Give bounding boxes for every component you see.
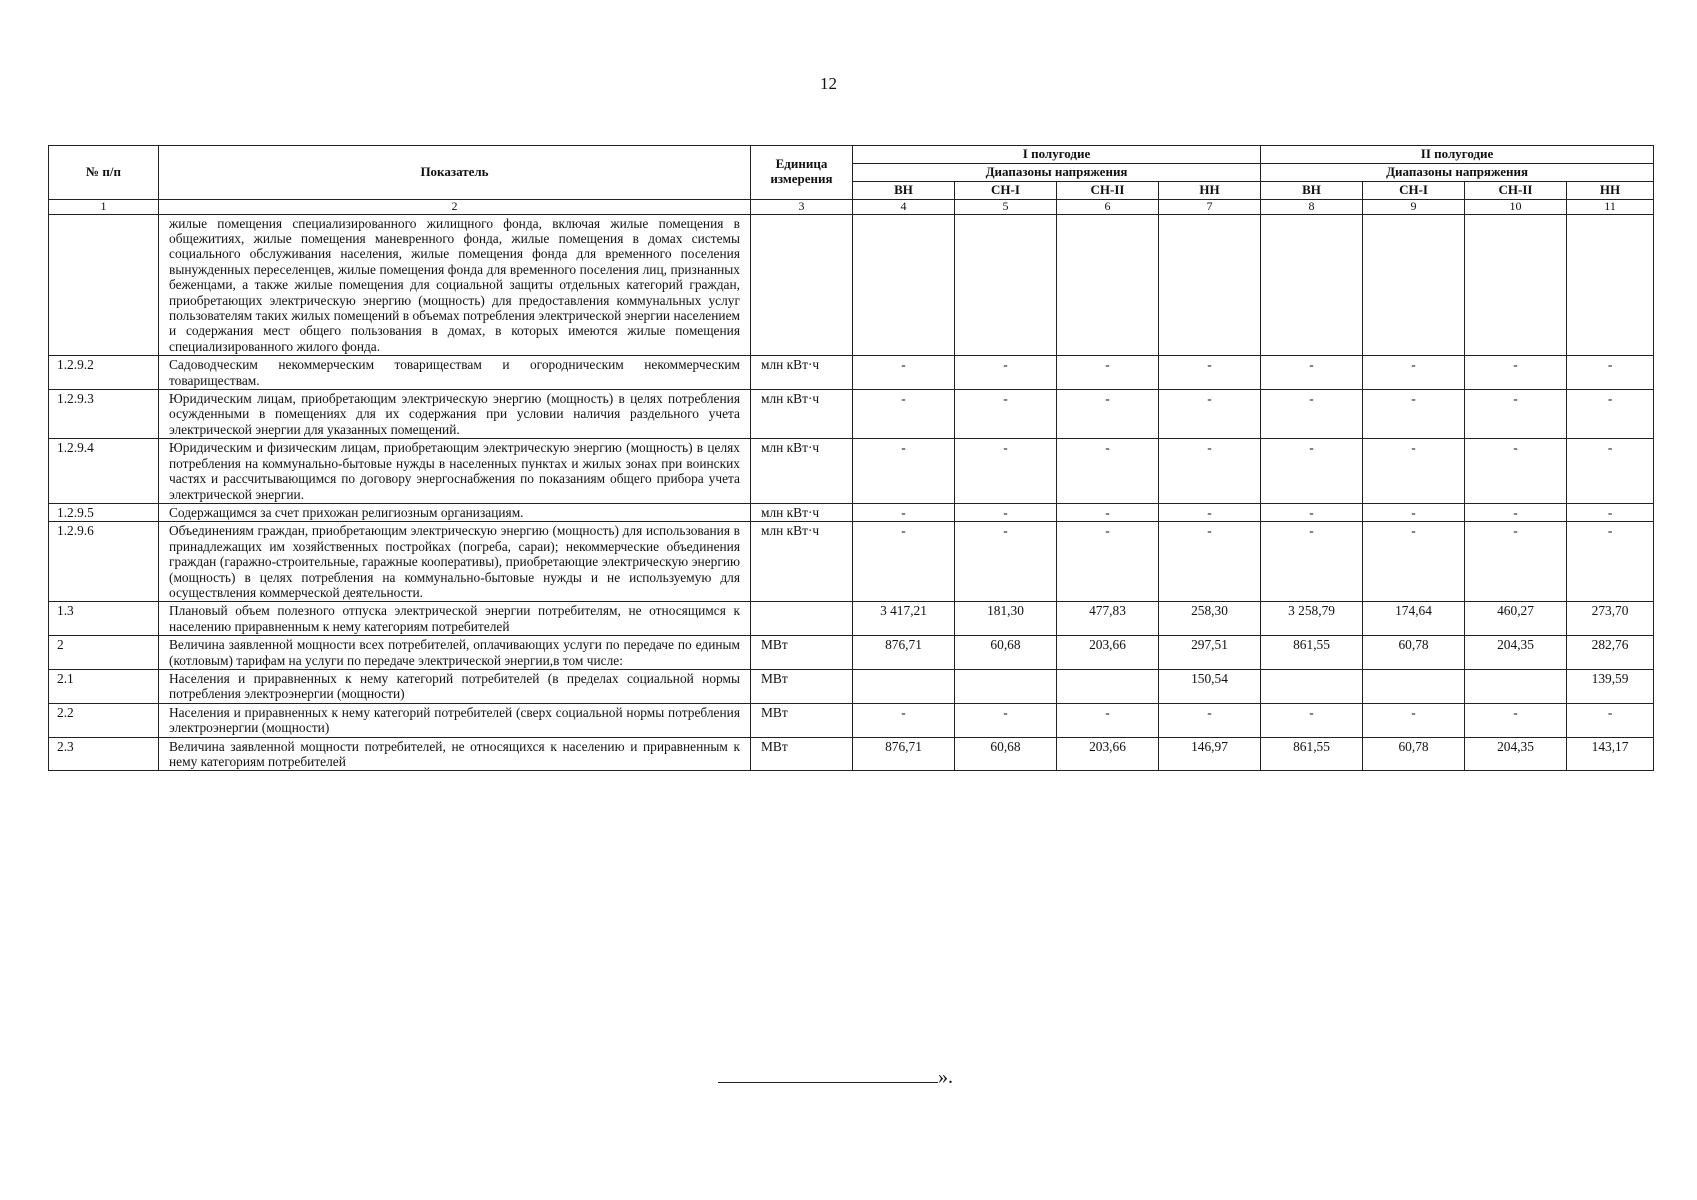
row-value — [1465, 669, 1567, 703]
table-row — [49, 439, 1654, 504]
row-value: - — [1567, 522, 1654, 602]
row-description: Объединениям граждан, приобретающим электрическую энергию (мощность) для использования в принадлежащих им хозяйственных постройках (погреба, сараи); некоммерческие объединения граждан (гаражно-строительные, гаражные кооперативы), приобретающие электрическую энергию (мощность) в целях потребления на коммунально-бытовые нужды и не используемую для осуществления коммерческой деятельности. — [159, 522, 751, 602]
table-row — [49, 669, 1654, 703]
row-value: 60,78 — [1363, 737, 1465, 771]
row-value: 477,83 — [1057, 602, 1159, 636]
header-level: НН — [1567, 181, 1654, 199]
row-value: - — [1363, 390, 1465, 439]
row-value: - — [853, 439, 955, 504]
row-unit: млн кВт·ч — [751, 390, 853, 439]
row-value: - — [955, 356, 1057, 390]
row-value: - — [1261, 522, 1363, 602]
row-value: 174,64 — [1363, 602, 1465, 636]
header-voltage-ranges-2: Диапазоны напряжения — [1261, 163, 1654, 181]
tariff-table — [48, 145, 1654, 771]
row-unit: млн кВт·ч — [751, 503, 853, 521]
row-value: - — [1159, 522, 1261, 602]
row-value: - — [1159, 390, 1261, 439]
row-value — [955, 669, 1057, 703]
closing-mark — [718, 1066, 953, 1089]
row-description: Юридическим и физическим лицам, приобретающим электрическую энергию (мощность) в целях потребления на коммунально-бытовые нужды в населенных пунктах и жилых зонах при воинских частях и рассчитывающимся по договору энергоснабжения по показаниям общего прибора учета электрической энергии. — [159, 439, 751, 504]
row-value: - — [1057, 390, 1159, 439]
row-number: 1.3 — [49, 602, 159, 636]
table-row — [49, 602, 1654, 636]
column-number: 5 — [955, 199, 1057, 214]
row-unit — [751, 602, 853, 636]
table-row — [49, 503, 1654, 521]
row-value: - — [853, 703, 955, 737]
row-value: - — [1159, 503, 1261, 521]
row-value: - — [955, 503, 1057, 521]
row-value: - — [1465, 522, 1567, 602]
row-description: Величина заявленной мощности всех потребителей, оплачивающих услуги по передаче по единым (котловым) тарифам на услуги по передаче электрической энергии,в том числе: — [159, 636, 751, 670]
closing-quote: ». — [938, 1066, 953, 1088]
row-value: 876,71 — [853, 636, 955, 670]
row-value: - — [955, 522, 1057, 602]
row-value: 146,97 — [1159, 737, 1261, 771]
row-value — [1057, 669, 1159, 703]
row-value — [955, 214, 1057, 356]
row-value: - — [1159, 356, 1261, 390]
page-number: 12 — [820, 74, 837, 93]
table-row — [49, 522, 1654, 602]
row-value: - — [955, 703, 1057, 737]
row-unit: млн кВт·ч — [751, 522, 853, 602]
row-value: 60,78 — [1363, 636, 1465, 670]
row-value: - — [853, 503, 955, 521]
header-level: ВН — [1261, 181, 1363, 199]
row-value: - — [955, 439, 1057, 504]
row-value: - — [1567, 503, 1654, 521]
header-unit: Единица измерения — [751, 146, 853, 200]
row-description: Плановый объем полезного отпуска электрической энергии потребителям, не относящимся к населению приравненным к нему категориям потребителей — [159, 602, 751, 636]
table-row — [49, 214, 1654, 356]
row-value: - — [853, 356, 955, 390]
row-value: - — [1465, 503, 1567, 521]
row-value: - — [1159, 439, 1261, 504]
column-number: 3 — [751, 199, 853, 214]
row-value — [1465, 214, 1567, 356]
row-value: - — [1567, 356, 1654, 390]
row-value: 203,66 — [1057, 636, 1159, 670]
row-value: 139,59 — [1567, 669, 1654, 703]
row-description: жилые помещения специализированного жилищного фонда, включая жилые помещения в общежитиях, жилые помещения маневренного фонда, жилые помещения в домах системы социального обслуживания населения, жилые помещения фонда для временного поселения вынужденных переселенцев, жилые помещения фонда для временного поселения лиц, признанных беженцами, а также жилые помещения для социальной защиты отдельных категорий граждан, приобретающих электрическую энергию (мощность) для предоставления коммунальных услуг пользователям таких жилых помещений в объемах потребления электрической энергии населением и содержания мест общего пользования в домах, в которых имеются жилые помещения специализированного жилого фонда. — [159, 214, 751, 356]
row-value: - — [1465, 356, 1567, 390]
row-value: 861,55 — [1261, 636, 1363, 670]
row-value: 460,27 — [1465, 602, 1567, 636]
row-value: 143,17 — [1567, 737, 1654, 771]
row-value: - — [1567, 703, 1654, 737]
header-indicator: Показатель — [159, 146, 751, 200]
row-value — [1261, 669, 1363, 703]
row-value: - — [1261, 703, 1363, 737]
row-value: - — [1465, 439, 1567, 504]
table-row — [49, 737, 1654, 771]
row-number: 2.3 — [49, 737, 159, 771]
row-value: - — [1159, 703, 1261, 737]
row-value — [853, 669, 955, 703]
row-unit: МВт — [751, 737, 853, 771]
row-value: 297,51 — [1159, 636, 1261, 670]
column-number: 1 — [49, 199, 159, 214]
row-value: - — [1261, 503, 1363, 521]
row-value: 3 258,79 — [1261, 602, 1363, 636]
row-value: - — [1057, 356, 1159, 390]
header-half2: II полугодие — [1261, 146, 1654, 164]
row-number: 2 — [49, 636, 159, 670]
row-value: - — [1057, 703, 1159, 737]
row-value: - — [853, 522, 955, 602]
row-description: Величина заявленной мощности потребителей, не относящихся к населению и приравненным к нему категориям потребителей — [159, 737, 751, 771]
header-level: ВН — [853, 181, 955, 199]
row-number: 1.2.9.6 — [49, 522, 159, 602]
row-value: 60,68 — [955, 636, 1057, 670]
row-value: - — [1057, 503, 1159, 521]
row-value: - — [1363, 503, 1465, 521]
row-unit: МВт — [751, 703, 853, 737]
column-number: 9 — [1363, 199, 1465, 214]
row-value: - — [955, 390, 1057, 439]
row-value: - — [1057, 439, 1159, 504]
row-description: Садоводческим некоммерческим товариществам и огородническим некоммерческим товариществам. — [159, 356, 751, 390]
column-number: 10 — [1465, 199, 1567, 214]
row-value — [853, 214, 955, 356]
row-value: - — [1567, 390, 1654, 439]
row-value — [1363, 214, 1465, 356]
row-value: 861,55 — [1261, 737, 1363, 771]
row-unit: МВт — [751, 669, 853, 703]
row-value: - — [1261, 390, 1363, 439]
row-description: Населения и приравненных к нему категорий потребителей (сверх социальной нормы потребления электроэнергии (мощности) — [159, 703, 751, 737]
row-value: 181,30 — [955, 602, 1057, 636]
row-description: Юридическим лицам, приобретающим электрическую энергию (мощность) в целях потребления осужденными в помещениях для их содержания при условии наличия раздельного учета электрической энергии для указанных помещений. — [159, 390, 751, 439]
row-value: - — [1057, 522, 1159, 602]
row-value: - — [1567, 439, 1654, 504]
row-value: - — [1363, 356, 1465, 390]
row-value: - — [853, 390, 955, 439]
row-value: 204,35 — [1465, 737, 1567, 771]
row-value: 150,54 — [1159, 669, 1261, 703]
column-number: 7 — [1159, 199, 1261, 214]
table-row — [49, 356, 1654, 390]
column-number: 8 — [1261, 199, 1363, 214]
header-level: СН-I — [1363, 181, 1465, 199]
row-unit: млн кВт·ч — [751, 356, 853, 390]
row-value: 3 417,21 — [853, 602, 955, 636]
row-number: 1.2.9.4 — [49, 439, 159, 504]
column-number: 2 — [159, 199, 751, 214]
row-number — [49, 214, 159, 356]
row-value: 273,70 — [1567, 602, 1654, 636]
row-value — [1261, 214, 1363, 356]
row-value: - — [1363, 703, 1465, 737]
row-value: - — [1261, 439, 1363, 504]
row-number: 2.2 — [49, 703, 159, 737]
row-number: 1.2.9.3 — [49, 390, 159, 439]
row-value — [1159, 214, 1261, 356]
column-number: 6 — [1057, 199, 1159, 214]
signature-blank — [718, 1066, 938, 1083]
header-level: НН — [1159, 181, 1261, 199]
column-number: 4 — [853, 199, 955, 214]
table-row — [49, 390, 1654, 439]
row-value: 204,35 — [1465, 636, 1567, 670]
row-value: 258,30 — [1159, 602, 1261, 636]
table-row — [49, 636, 1654, 670]
row-value: - — [1465, 703, 1567, 737]
header-level: СН-II — [1057, 181, 1159, 199]
row-value: - — [1363, 439, 1465, 504]
row-value: 60,68 — [955, 737, 1057, 771]
row-value: - — [1363, 522, 1465, 602]
row-value — [1057, 214, 1159, 356]
row-value: 282,76 — [1567, 636, 1654, 670]
row-value — [1363, 669, 1465, 703]
row-description: Населения и приравненных к нему категорий потребителей (в пределах социальной нормы потребления электроэнергии (мощности) — [159, 669, 751, 703]
header-voltage-ranges-1: Диапазоны напряжения — [853, 163, 1261, 181]
row-description: Содержащимся за счет прихожан религиозным организациям. — [159, 503, 751, 521]
row-unit: МВт — [751, 636, 853, 670]
header-level: СН-II — [1465, 181, 1567, 199]
row-value — [1567, 214, 1654, 356]
header-half1: I полугодие — [853, 146, 1261, 164]
column-number: 11 — [1567, 199, 1654, 214]
row-number: 1.2.9.5 — [49, 503, 159, 521]
table-row — [49, 703, 1654, 737]
row-unit: млн кВт·ч — [751, 439, 853, 504]
row-unit — [751, 214, 853, 356]
header-level: СН-I — [955, 181, 1057, 199]
row-number: 2.1 — [49, 669, 159, 703]
header-num: № п/п — [49, 146, 159, 200]
row-value: - — [1261, 356, 1363, 390]
row-number: 1.2.9.2 — [49, 356, 159, 390]
row-value: 876,71 — [853, 737, 955, 771]
row-value: 203,66 — [1057, 737, 1159, 771]
row-value: - — [1465, 390, 1567, 439]
